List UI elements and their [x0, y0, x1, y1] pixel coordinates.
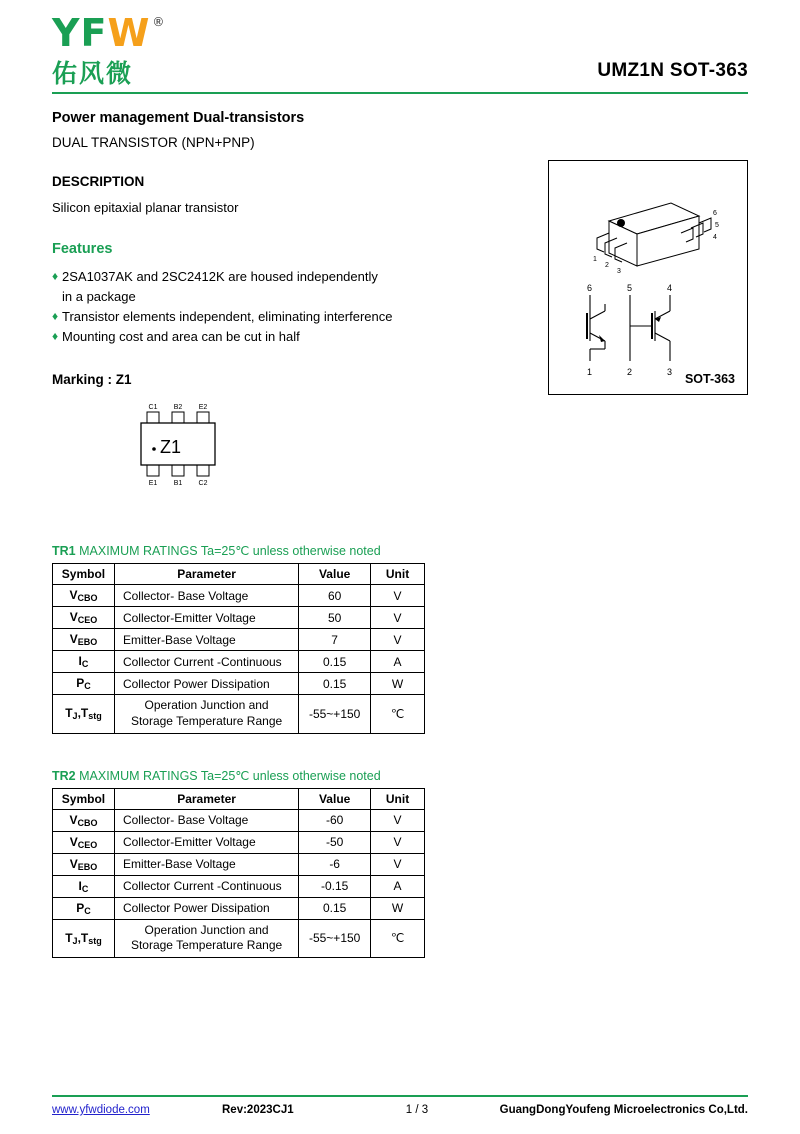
svg-text:3: 3 [617, 268, 621, 275]
features-heading: Features [52, 241, 113, 257]
column-header-value: Value [299, 564, 371, 585]
tr1-ratings-table [52, 563, 425, 733]
svg-text:B2: B2 [173, 404, 183, 412]
logo-letter-w: W [107, 11, 151, 55]
symbol-subscript: CBO [77, 593, 98, 604]
table-header-row [53, 788, 425, 809]
cell-unit: ℃ [371, 919, 425, 957]
column-header-symbol: Symbol [53, 564, 115, 585]
symbol-base: V [69, 588, 78, 603]
svg-text:C2: C2 [198, 480, 208, 488]
cell-value: -50 [299, 831, 371, 853]
marking-diagram [132, 401, 282, 491]
parameter-line-2: Storage Temperature Range [130, 713, 283, 728]
description-text: Silicon epitaxial planar transistor [52, 200, 239, 215]
symbol-base: P [76, 676, 85, 691]
cell-symbol [53, 585, 115, 607]
feature-text: Transistor elements independent, eliminating interference [62, 308, 393, 324]
table-row [53, 695, 425, 733]
svg-text:4: 4 [713, 234, 717, 241]
table-row [53, 875, 425, 897]
marking-label: Marking : Z1 [52, 372, 132, 388]
svg-text:C1: C1 [148, 404, 158, 412]
page-title: UMZ1N SOT-363 [597, 60, 748, 81]
diamond-bullet-icon: ♦ [52, 308, 59, 323]
svg-text:3: 3 [667, 367, 673, 377]
cell-value: 60 [299, 585, 371, 607]
symbol-subscript: C [84, 681, 91, 692]
tr2-caption [52, 768, 748, 783]
tr1-caption [52, 543, 748, 558]
description-heading: DESCRIPTION [52, 174, 145, 189]
cell-value: -55~+150 [299, 919, 371, 957]
symbol-base: V [69, 812, 78, 827]
svg-text:E1: E1 [148, 480, 158, 488]
symbol-subscript: CBO [77, 817, 98, 828]
cell-parameter: Emitter-Base Voltage [114, 629, 298, 651]
cell-value: 0.15 [299, 651, 371, 673]
parameter-line-1: Operation Junction and [144, 698, 269, 713]
cell-parameter: Collector-Emitter Voltage [114, 607, 298, 629]
cell-symbol [53, 809, 115, 831]
cell-parameter: Collector Power Dissipation [114, 897, 298, 919]
footer-page-number: 1 / 3 [405, 1104, 429, 1116]
symbol-base: I [78, 654, 82, 669]
symbol-subscript: EBO [77, 637, 98, 648]
page-footer [52, 1095, 748, 1116]
tr2-caption-rest: MAXIMUM RATINGS Ta=25℃ unless otherwise noted [79, 768, 381, 783]
cell-symbol [53, 897, 115, 919]
table-row [53, 831, 425, 853]
symbol-base: V [69, 610, 78, 625]
cell-value: 0.15 [299, 897, 371, 919]
symbol-base: V [69, 834, 78, 849]
cell-value: 50 [299, 607, 371, 629]
logo-chinese-name: 佑风微 [52, 59, 134, 88]
cell-unit: W [371, 673, 425, 695]
tr1-table-block [52, 543, 748, 733]
company-logo [52, 11, 232, 90]
cell-symbol [53, 673, 115, 695]
symbol-subscript: C [81, 883, 89, 894]
column-header-value: Value [299, 788, 371, 809]
svg-text:E2: E2 [198, 404, 208, 412]
cell-parameter: Collector Power Dissipation [114, 673, 298, 695]
cell-symbol: $T_J,T_{stg}$ [53, 695, 115, 733]
svg-text:Z1: Z1 [160, 437, 182, 458]
svg-text:4: 4 [667, 283, 673, 293]
logo-letter-y: Y [52, 11, 81, 55]
cell-value: -6 [299, 853, 371, 875]
cell-symbol [53, 607, 115, 629]
cell-unit: A [371, 875, 425, 897]
cell-value: -55~+150 [299, 695, 371, 733]
svg-text:6: 6 [587, 283, 593, 293]
cell-value: 7 [299, 629, 371, 651]
registered-trademark-icon: ® [152, 15, 166, 29]
cell-unit: A [371, 651, 425, 673]
tr1-caption-rest: MAXIMUM RATINGS Ta=25℃ unless otherwise noted [79, 544, 381, 559]
svg-text:6: 6 [713, 210, 717, 217]
product-heading: Power management Dual-transistors [52, 110, 305, 126]
symbol-base: V [69, 856, 78, 871]
cell-unit: V [371, 629, 425, 651]
cell-unit: V [371, 853, 425, 875]
cell-symbol [53, 831, 115, 853]
cell-parameter: Collector Current -Continuous [114, 875, 298, 897]
table-row [53, 607, 425, 629]
symbol-base: P [76, 900, 85, 915]
cell-unit: V [371, 607, 425, 629]
column-header-unit: Unit [371, 564, 425, 585]
symbol-subscript: CEO [77, 839, 98, 850]
svg-text:5: 5 [715, 222, 719, 229]
feature-text: 2SA1037AK and 2SC2412K are housed independently [62, 269, 378, 284]
parameter-line-2: Storage Temperature Range [130, 938, 283, 953]
cell-symbol [53, 651, 115, 673]
product-subheading: DUAL TRANSISTOR (NPN+PNP) [52, 135, 255, 150]
symbol-subscript: CEO [77, 615, 98, 626]
cell-symbol [53, 629, 115, 651]
cell-parameter [114, 919, 298, 957]
column-header-parameter: Parameter [114, 788, 298, 809]
cell-parameter: Collector- Base Voltage [114, 809, 298, 831]
cell-value: -0.15 [299, 875, 371, 897]
table-row [53, 673, 425, 695]
logo-letters [52, 11, 166, 55]
cell-symbol: $T_J,T_{stg}$ [53, 919, 115, 957]
cell-unit: ℃ [371, 695, 425, 733]
logo-letter-f: F [80, 11, 108, 55]
package-outline-diagram [548, 160, 748, 395]
table-row [53, 853, 425, 875]
tr2-caption-bold: TR2 [52, 768, 76, 783]
cell-value: -60 [299, 809, 371, 831]
cell-symbol [53, 853, 115, 875]
svg-text:2: 2 [605, 262, 609, 269]
svg-text:1: 1 [593, 256, 597, 263]
tr2-table-block [52, 768, 748, 958]
cell-unit: W [371, 897, 425, 919]
table-row [53, 919, 425, 957]
footer-divider [52, 1095, 748, 1097]
cell-parameter [114, 695, 298, 733]
website-link[interactable]: www.yfwdiode.com [52, 1104, 150, 1116]
diamond-bullet-icon: ♦ [52, 269, 59, 283]
cell-unit: V [371, 809, 425, 831]
footer-company: GuangDongYoufeng Microelectronics Co,Ltd. [499, 1104, 748, 1116]
footer-website[interactable] [52, 1104, 222, 1116]
parameter-line-1: Operation Junction and [144, 922, 269, 937]
table-row [53, 651, 425, 673]
header-divider [52, 92, 748, 94]
cell-symbol [53, 875, 115, 897]
cell-unit: V [371, 585, 425, 607]
svg-text:2: 2 [627, 367, 633, 377]
cell-parameter: Emitter-Base Voltage [114, 853, 298, 875]
symbol-subscript: C [84, 905, 91, 916]
svg-text:B1: B1 [173, 480, 183, 488]
svg-text:5: 5 [627, 283, 633, 293]
table-row [53, 897, 425, 919]
table-header-row [53, 564, 425, 585]
feature-text: in a package [62, 288, 136, 304]
cell-unit: V [371, 831, 425, 853]
page-header [0, 0, 800, 92]
table-row [53, 585, 425, 607]
symbol-subscript: EBO [77, 861, 98, 872]
svg-text:1: 1 [587, 367, 593, 377]
symbol-base: V [69, 632, 78, 647]
symbol-subscript: C [81, 659, 89, 670]
cell-parameter: Collector- Base Voltage [114, 585, 298, 607]
footer-revision: Rev:2023CJ1 [222, 1104, 294, 1116]
column-header-parameter: Parameter [114, 564, 298, 585]
diamond-bullet-icon: ♦ [52, 328, 59, 343]
column-header-symbol: Symbol [53, 788, 115, 809]
tr1-caption-bold: TR1 [52, 544, 76, 559]
tr2-ratings-table [52, 788, 425, 958]
column-header-unit: Unit [371, 788, 425, 809]
cell-value: 0.15 [299, 673, 371, 695]
cell-parameter: Collector Current -Continuous [114, 651, 298, 673]
package-name-label: SOT-363 [684, 372, 735, 386]
cell-parameter: Collector-Emitter Voltage [114, 831, 298, 853]
symbol-base: I [78, 878, 82, 893]
table-row [53, 809, 425, 831]
feature-text: Mounting cost and area can be cut in half [62, 328, 300, 344]
table-row [53, 629, 425, 651]
